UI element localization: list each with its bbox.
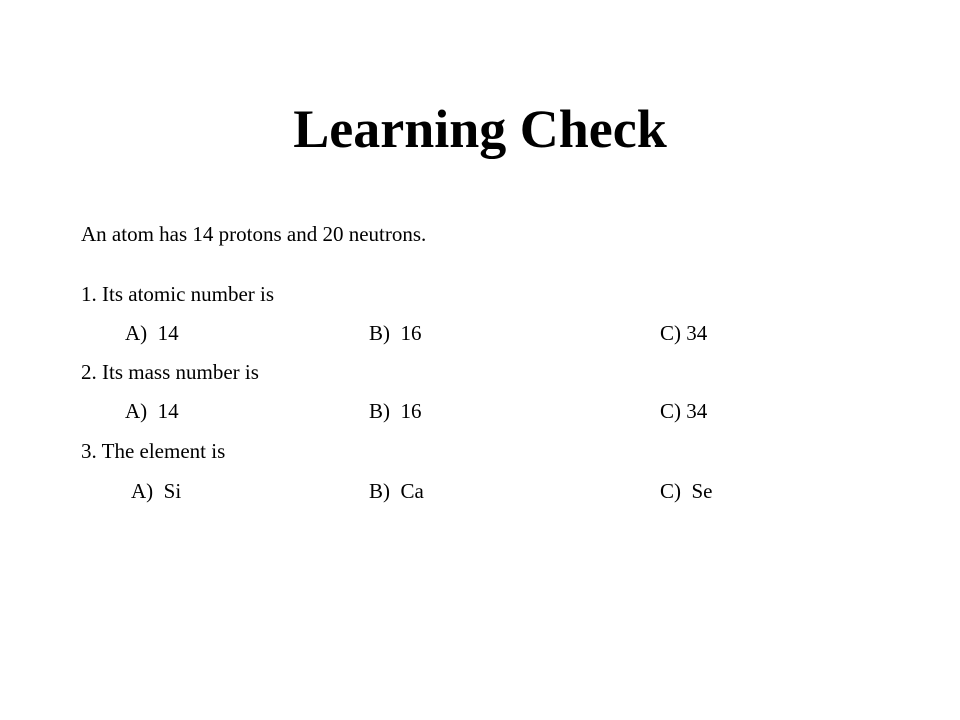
question-1-stem: 1. Its atomic number is (81, 282, 275, 306)
question-3-stem: 3. The element is (81, 439, 226, 463)
question-2-stem: 2. Its mass number is (81, 360, 259, 384)
question-1-option-b: B) 16 (369, 321, 422, 345)
page-title: Learning Check (293, 99, 667, 159)
question-1-option-c: C) 34 (660, 321, 708, 345)
question-1-option-a: A) 14 (125, 321, 179, 345)
intro-text: An atom has 14 protons and 20 neutrons. (81, 222, 427, 246)
question-2-option-b: B) 16 (369, 399, 422, 423)
question-3-option-a: A) Si (131, 479, 182, 503)
question-3-option-b: B) Ca (369, 479, 424, 503)
question-3-option-c: C) Se (660, 479, 713, 503)
question-2-option-c: C) 34 (660, 399, 708, 423)
question-2-option-a: A) 14 (125, 399, 179, 423)
